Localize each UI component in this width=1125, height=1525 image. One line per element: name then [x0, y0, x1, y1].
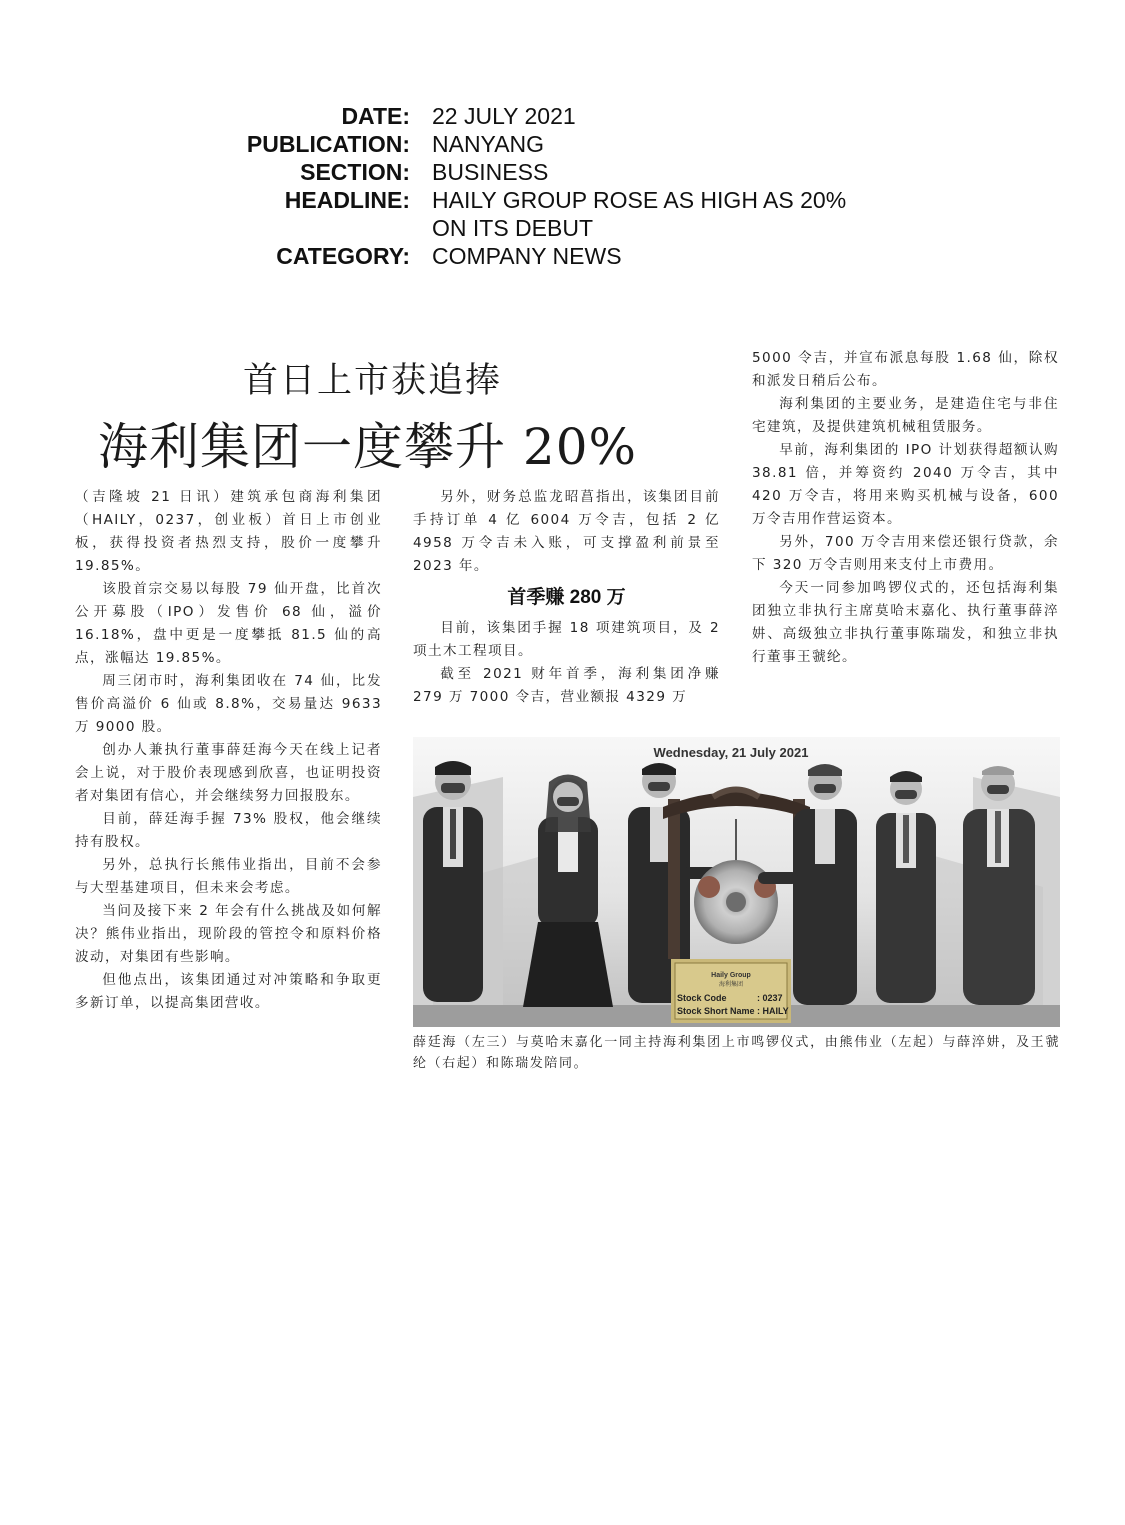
meta-headline-label: HEADLINE: — [284, 187, 410, 213]
paragraph: 该股首宗交易以每股 79 仙开盘，比首次公开募股（IPO）发售价 68 仙，溢价 16.18%，盘中更是一度攀抵 81.5 仙的高点，涨幅达 19.85%。 — [75, 581, 382, 666]
meta-date-value: 22 JULY 2021 — [432, 103, 576, 129]
paragraph: 早前，海利集团的 IPO 计划获得超额认购 38.81 倍，并筹资约 2040 万令吉，其中 420 万令吉，将用来购买机械与设备，600 万令吉用作营运资本。 — [752, 442, 1059, 527]
meta-category-value: COMPANY NEWS — [432, 243, 622, 269]
meta-category-row — [0, 242, 1125, 270]
article-kicker: 首日上市获追捧 — [243, 361, 503, 401]
meta-headline-value-1: HAILY GROUP ROSE AS HIGH AS 20% — [432, 187, 847, 213]
meta-headline-row-2 — [0, 214, 1125, 242]
meta-category-label: CATEGORY: — [276, 243, 410, 269]
paragraph: 今天一同参加鸣锣仪式的，还包括海利集团独立非执行主席莫哈末嘉化、执行董事薛淬妌、高级独立非执行董事陈瑞发，和独立非执行董事王虢纶。 — [752, 580, 1059, 665]
meta-section-row — [0, 158, 1125, 186]
meta-section-label: SECTION: — [300, 159, 410, 185]
clipping-metadata — [0, 102, 1125, 270]
news-photo — [413, 737, 1060, 1027]
paragraph: 目前，薛廷海手握 73% 股权，他会继续持有股权。 — [75, 811, 382, 850]
paragraph: 海利集团的主要业务，是建造住宅与非住宅建筑，及提供建筑机械租赁服务。 — [752, 396, 1059, 435]
meta-headline-value-2: ON ITS DEBUT — [432, 215, 594, 241]
photo-banner-text: Wednesday, 21 July 2021 — [653, 745, 809, 760]
plaque-brand-cn: 海利集团 — [718, 981, 744, 988]
paragraph: 当问及接下来 2 年会有什么挑战及如何解决？熊伟业指出，现阶段的管控令和原料价格波动，对集团有些影响。 — [75, 903, 382, 965]
stock-code-label: Stock Code — [677, 993, 727, 1003]
meta-section-value: BUSINESS — [432, 159, 549, 185]
plaque-brand: Haily Group — [711, 972, 751, 979]
stock-plaque — [671, 959, 791, 1023]
paragraph: 另外，总执行长熊伟业指出，目前不会参与大型基建项目，但未来会考虑。 — [75, 857, 382, 896]
article-column-2 — [413, 486, 720, 709]
stock-name-value: : HAILY — [757, 1006, 789, 1016]
paragraph: 但他点出，该集团通过对冲策略和争取更多新订单，以提高集团营收。 — [75, 972, 382, 1011]
meta-date-label: DATE: — [341, 103, 410, 129]
article-subhead: 首季赚 280 万 — [507, 587, 626, 608]
article-column-3 — [752, 347, 1059, 669]
paragraph: 另外，700 万令吉用来偿还银行贷款，余下 320 万令吉则用来支付上市费用。 — [752, 534, 1059, 573]
paragraph: 周三闭市时，海利集团收在 74 仙，比发售价高溢价 6 仙或 8.8%，交易量达 9633 万 9000 股。 — [75, 673, 382, 735]
paragraph: 创办人兼执行董事薛廷海今天在线上记者会上说，对于股价表现感到欣喜，也证明投资者对集团有信心，并会继续努力回报股东。 — [75, 742, 382, 804]
paragraph: 另外，财务总监龙昭菖指出，该集团目前手持订单 4 亿 6004 万令吉，包括 2 亿 4958 万令吉未入账，可支撑盈利前景至 2023 年。 — [413, 489, 720, 574]
article-title: 海利集团一度攀升 20% — [98, 418, 638, 476]
paragraph: （吉隆坡 21 日讯）建筑承包商海利集团（HAILY，0237，创业板）首日上市创业板，获得投资者热烈支持，股价一度攀升 19.85%。 — [75, 489, 382, 574]
stock-name-label: Stock Short Name — [677, 1006, 755, 1016]
paragraph: 目前，该集团手握 18 项建筑项目，及 2 项土木工程项目。 — [413, 620, 720, 659]
meta-publication-row — [0, 130, 1125, 158]
article-column-1 — [75, 486, 382, 1015]
meta-publication-label: PUBLICATION: — [246, 131, 410, 157]
paragraph: 截至 2021 财年首季，海利集团净赚 279 万 7000 令吉，营业额报 4329 万 — [413, 666, 720, 705]
meta-publication-value: NANYANG — [432, 131, 545, 157]
paragraph: 5000 令吉，并宣布派息每股 1.68 仙，除权和派发日稍后公布。 — [752, 350, 1059, 389]
meta-headline-row — [0, 186, 1125, 214]
meta-date-row — [0, 102, 1125, 130]
photo-illustration — [413, 737, 1060, 1027]
stock-code-value: : 0237 — [757, 993, 783, 1003]
photo-caption: 薛廷海（左三）与莫哈末嘉化一同主持海利集团上市鸣锣仪式，由熊伟业（左起）与薛淬妌，及王虢纶（右起）和陈瑞发陪同。 — [413, 1035, 1060, 1071]
